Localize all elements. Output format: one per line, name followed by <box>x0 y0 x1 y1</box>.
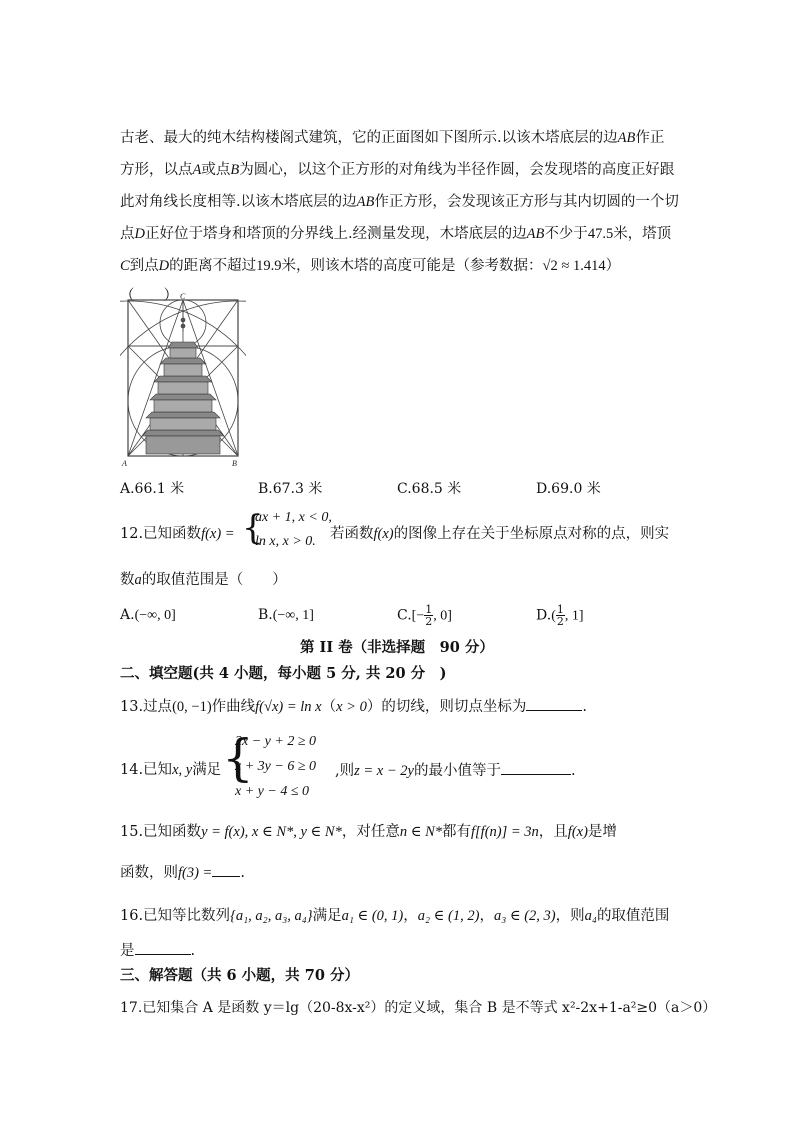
q11-option-b: B.67.3 米 <box>258 481 323 497</box>
q11-option-d: D.69.0 米 <box>536 481 601 497</box>
q12-option-b: B.(−∞, 1] <box>258 607 314 623</box>
q11-option-a: A.66.1 米 <box>120 481 185 497</box>
figure-label-b: B <box>232 459 237 468</box>
q14-row2: x + 3y − 6 ≥ 0 <box>235 759 317 774</box>
q15-line1: 15.已知函数y = f(x), x ∈ N*, y ∈ N*，对任意n ∈ N*都有f[f(n)] = 3n，且f(x)是增 <box>120 824 617 840</box>
q14-brace: { <box>222 729 254 787</box>
q16-line2: 是 . <box>120 940 195 961</box>
q14-row1: 2x − y + 2 ≥ 0 <box>235 734 317 749</box>
q11-line5: C到点D的距离不超过19.9米，则该木塔的高度可能是（参考数据：√2 ≈ 1.414） <box>120 258 621 274</box>
q15-answer-blank[interactable] <box>212 862 240 877</box>
part2-title: 第 II 卷（非选择题 90 分） <box>300 639 494 656</box>
q16-answer-blank[interactable] <box>135 940 191 955</box>
q16-line1: 16.已知等比数列{a₁, a₂, a₃, a₄}满足a₁ ∈ (0, 1)，a₂ ∈ (1, 2)，a₃ ∈ (2, 3)，则a₄的取值范围 <box>120 908 670 924</box>
q12-option-c: C.[− $\frac{1}{2}$ , 0] <box>397 603 452 628</box>
q14-line-end: ,则z = x − 2y的最小值等于 . <box>335 760 576 781</box>
q12-line1: 12.已知函数f(x) = <box>120 526 235 542</box>
q15-line2: 函数，则f(3) = . <box>120 862 245 883</box>
q12-case1: ax + 1, x < 0, <box>255 510 332 525</box>
q13-line: 13.过点(0, −1)作曲线f(√x) = ln x（x > 0）的切线，则切点坐标为 . <box>120 696 587 717</box>
pagoda-figure <box>120 292 246 468</box>
q12-line1-rest: 若函数f(x)的图像上存在关于坐标原点对称的点，则实 <box>330 526 670 542</box>
q17-line1: 17.已知集合 A 是函数 y＝lg（20-8x-x²）的定义域，集合 B 是不等式 x²-2x+1-a²≥0（a＞0） <box>120 1000 717 1016</box>
q14-row3: x + y − 4 ≤ 0 <box>235 784 310 799</box>
q12-line2: 数a的取值范围是（ ） <box>120 572 287 588</box>
q13-answer-blank[interactable] <box>526 696 582 711</box>
q12-case2: ln x, x > 0. <box>255 534 316 549</box>
section3-heading: 三、解答题（共 6 小题，共 70 分） <box>120 967 359 984</box>
q11-option-c: C.68.5 米 <box>397 481 462 497</box>
q12-option-a: A.(−∞, 0] <box>120 607 176 623</box>
q11-line3: 此对角线长度相等.以该木塔底层的边AB作正方形，会发现该正方形与其内切圆的一个切 <box>120 194 679 210</box>
figure-label-c: C <box>180 292 186 301</box>
figure-label-a: A <box>122 459 127 468</box>
q14-line-start: 14.已知x, y满足 <box>120 762 222 778</box>
q14-answer-blank[interactable] <box>501 760 571 775</box>
q12-option-d: D.( $\frac{1}{2}$ , 1] <box>536 603 584 628</box>
q11-line1: 古老、最大的纯木结构楼阁式建筑，它的正面图如下图所示.以该木塔底层的边AB作正 <box>120 130 665 146</box>
q12-brace: { <box>242 508 264 548</box>
q11-line4: 点D正好位于塔身和塔顶的分界线上.经测量发现，木塔底层的边AB不少于47.5米，塔顶 <box>120 226 672 242</box>
q11-answer-paren: （ ） <box>120 288 178 304</box>
section2-heading: 二、填空题(共 4 小题，每小题 5 分, 共 20 分 ) <box>120 665 447 682</box>
q11-line2: 方形，以点A或点B为圆心，以这个正方形的对角线为半径作圆，会发现塔的高度正好跟 <box>120 162 675 178</box>
